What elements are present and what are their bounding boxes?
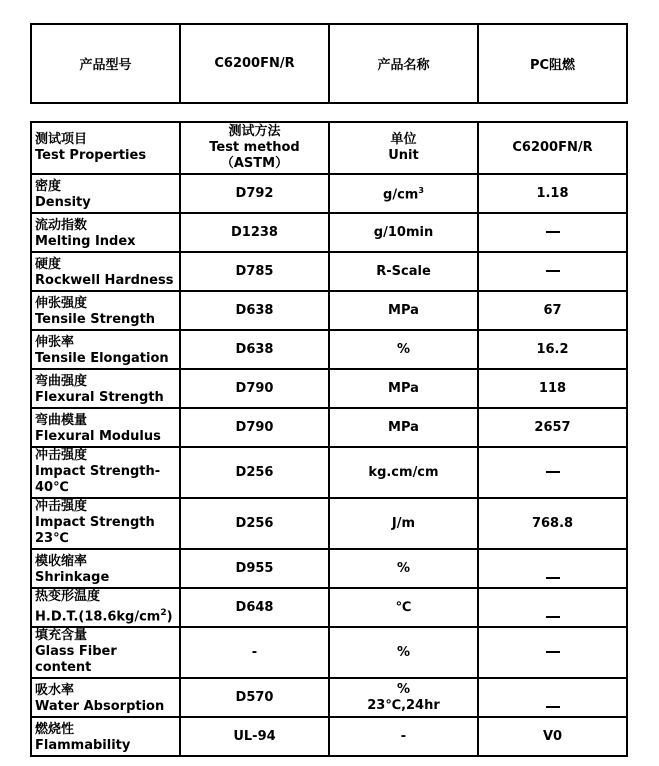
- test-method-cell: D638: [180, 291, 329, 330]
- value-cell: [478, 291, 627, 330]
- test-method-cell: D638: [180, 330, 329, 369]
- property-row: [31, 588, 627, 627]
- test-method-cell: UL-94: [180, 717, 329, 756]
- property-name-en-text: Flexural Modulus: [35, 429, 161, 444]
- property-name-en-text: Glass Fiber content: [35, 644, 117, 676]
- unit-cell: [329, 678, 478, 717]
- test-method-cell: D790: [180, 408, 329, 447]
- property-name-en: [35, 738, 176, 754]
- product-name-value: PC阻燃: [478, 24, 627, 103]
- value-cell: [478, 330, 627, 369]
- unit-cell: [329, 549, 478, 588]
- property-name-en-tail: ): [166, 609, 173, 625]
- unit-text: %: [396, 644, 411, 660]
- property-row: [31, 627, 627, 678]
- column-header-unit: [329, 122, 478, 174]
- unit-condition-text: 23℃,24hr: [367, 697, 440, 713]
- property-name-en: [35, 429, 176, 445]
- unit-cell: [329, 330, 478, 369]
- product-header-row: [31, 24, 627, 103]
- test-properties-en: Test Properties: [35, 148, 147, 163]
- unit-text: kg.cm/cm: [368, 464, 439, 480]
- unit-superscript: 3: [418, 186, 424, 196]
- value-text: 67: [543, 302, 562, 318]
- property-name-en-text: Water Absorption: [35, 699, 165, 715]
- property-name-cn: 填充含量: [35, 628, 88, 644]
- column-header-test-properties: [31, 122, 180, 174]
- unit-cell: [329, 252, 478, 291]
- property-name-cell: [31, 447, 180, 498]
- property-name-en-superscript: 2: [160, 608, 167, 618]
- property-name-en-text: Flexural Strength: [35, 390, 164, 405]
- property-name-cell: [31, 408, 180, 447]
- test-method-cell: D955: [180, 549, 329, 588]
- value-cell: [478, 174, 627, 213]
- property-row: [31, 252, 627, 291]
- property-name-en-text: Melting Index: [35, 234, 136, 249]
- property-name-en: [35, 644, 176, 676]
- unit-text: g/10min: [373, 224, 434, 240]
- property-row: [31, 678, 627, 717]
- value-text: [546, 270, 560, 272]
- property-name-en-text: Shrinkage: [35, 570, 110, 585]
- value-cell: [478, 408, 627, 447]
- property-name-cn: 弯曲强度: [35, 374, 88, 389]
- property-name-en: [35, 234, 176, 250]
- property-name-en: [35, 464, 176, 496]
- value-cell: [478, 717, 627, 756]
- value-cell: [478, 588, 627, 627]
- property-name-cell: [31, 330, 180, 369]
- property-name-en: [35, 515, 176, 547]
- property-row: [31, 408, 627, 447]
- property-name-cn: 弯曲模量: [35, 413, 88, 428]
- property-name-cn: 燃烧性: [35, 722, 75, 738]
- value-text: V0: [542, 728, 563, 744]
- property-name-cell: [31, 678, 180, 717]
- value-text: 2657: [534, 419, 571, 435]
- property-name-cn: 冲击强度: [35, 499, 88, 514]
- unit-text: %: [396, 341, 411, 357]
- property-name-en: [35, 195, 176, 211]
- unit-text: %: [396, 560, 411, 576]
- unit-cell: [329, 408, 478, 447]
- unit-text: R-Scale: [376, 263, 431, 279]
- value-text: 768.8: [531, 515, 574, 531]
- unit-cell: [329, 717, 478, 756]
- unit-cell: [329, 213, 478, 252]
- properties-header-row: [31, 122, 627, 174]
- value-text: [546, 706, 560, 708]
- property-name-cell: [31, 588, 180, 627]
- test-method-cell: D256: [180, 447, 329, 498]
- property-name-en-text: Density: [35, 195, 91, 210]
- property-name-cn: 吸水率: [35, 683, 75, 699]
- test-properties-cn: 测试项目: [35, 132, 88, 147]
- unit-text: MPa: [388, 302, 419, 318]
- value-text: 1.18: [536, 185, 569, 201]
- product-model-label: 产品型号: [31, 24, 180, 103]
- unit-cell: [329, 498, 478, 549]
- property-name-en-text: Tensile Elongation: [35, 351, 169, 366]
- property-name-en: [35, 351, 176, 367]
- value-cell: [478, 369, 627, 408]
- test-method-cell: D792: [180, 174, 329, 213]
- property-name-cn: 模收缩率: [35, 554, 88, 569]
- unit-text: g/cm: [383, 187, 419, 203]
- unit-cell: [329, 447, 478, 498]
- property-name-en: [35, 605, 176, 625]
- product-header-table: [30, 23, 628, 104]
- value-cell: [478, 447, 627, 498]
- property-name-cell: [31, 369, 180, 408]
- column-header-test-method: [180, 122, 329, 174]
- unit-cn: 单位: [390, 132, 417, 147]
- test-method-cell: -: [180, 627, 329, 678]
- value-cell: [478, 678, 627, 717]
- property-name-cell: [31, 174, 180, 213]
- unit-en: Unit: [388, 148, 419, 163]
- property-name-en: [35, 390, 176, 406]
- value-cell: [478, 213, 627, 252]
- value-text: [546, 651, 560, 653]
- value-text: 16.2: [536, 341, 569, 357]
- test-method-std: （ASTM）: [220, 156, 289, 171]
- test-method-cell: D790: [180, 369, 329, 408]
- value-text: [546, 231, 560, 233]
- property-name-en-text: Impact Strength 23℃: [35, 515, 155, 546]
- property-name-cn: 伸张强度: [35, 296, 88, 311]
- property-row: [31, 174, 627, 213]
- test-method-cell: D1238: [180, 213, 329, 252]
- value-cell: [478, 252, 627, 291]
- column-header-grade: C6200FN/R: [478, 122, 627, 174]
- property-row: [31, 549, 627, 588]
- test-method-cell: D648: [180, 588, 329, 627]
- product-model-value: C6200FN/R: [180, 24, 329, 103]
- value-text: [546, 616, 560, 618]
- test-method-cn: 测试方法: [228, 124, 281, 139]
- property-name-cn: 流动指数: [35, 218, 88, 233]
- unit-text: ℃: [395, 599, 412, 615]
- value-cell: [478, 498, 627, 549]
- test-method-cell: D256: [180, 498, 329, 549]
- unit-cell: [329, 174, 478, 213]
- property-name-en-text: Flammability: [35, 738, 131, 754]
- property-row: [31, 330, 627, 369]
- property-name-cell: [31, 252, 180, 291]
- unit-cell: [329, 291, 478, 330]
- property-name-en: [35, 570, 176, 586]
- product-name-label: 产品名称: [329, 24, 478, 103]
- unit-cell: [329, 627, 478, 678]
- test-method-en: Test method: [209, 140, 300, 155]
- property-name-en-text: Rockwell Hardness: [35, 273, 174, 288]
- property-row: [31, 717, 627, 756]
- property-row: [31, 447, 627, 498]
- test-method-cell: D785: [180, 252, 329, 291]
- properties-table: [30, 121, 628, 757]
- unit-cell: [329, 588, 478, 627]
- property-name-cell: [31, 291, 180, 330]
- test-method-cell: D570: [180, 678, 329, 717]
- value-text: [546, 471, 560, 473]
- property-name-en-text: Tensile Strength: [35, 312, 156, 327]
- unit-text: MPa: [388, 419, 419, 435]
- property-name-en: [35, 699, 176, 715]
- property-name-cell: [31, 213, 180, 252]
- unit-text: %: [396, 681, 411, 697]
- property-name-en-text: Impact Strength-40℃: [35, 464, 161, 495]
- properties-body: [31, 174, 627, 756]
- property-name-cell: [31, 627, 180, 678]
- property-name-cn: 密度: [35, 179, 62, 194]
- property-name-cn: 冲击强度: [35, 448, 88, 463]
- value-cell: [478, 549, 627, 588]
- property-row: [31, 291, 627, 330]
- unit-text: -: [400, 728, 407, 744]
- unit-cell: [329, 369, 478, 408]
- property-name-cn: 伸张率: [35, 335, 75, 350]
- value-text: [546, 577, 560, 579]
- property-row: [31, 213, 627, 252]
- property-name-cell: [31, 498, 180, 549]
- property-name-en: [35, 273, 176, 289]
- property-name-en: [35, 312, 176, 328]
- unit-text: MPa: [388, 380, 419, 396]
- property-name-cell: [31, 549, 180, 588]
- property-name-cell: [31, 717, 180, 756]
- property-row: [31, 369, 627, 408]
- property-name-cn: 热变形温度: [35, 589, 101, 604]
- property-name-cn: 硬度: [35, 257, 62, 272]
- value-text: 118: [538, 380, 567, 396]
- value-cell: [478, 627, 627, 678]
- property-name-en-text: H.D.T.(18.6kg/cm: [35, 609, 161, 625]
- property-row: [31, 498, 627, 549]
- unit-text: J/m: [391, 515, 416, 531]
